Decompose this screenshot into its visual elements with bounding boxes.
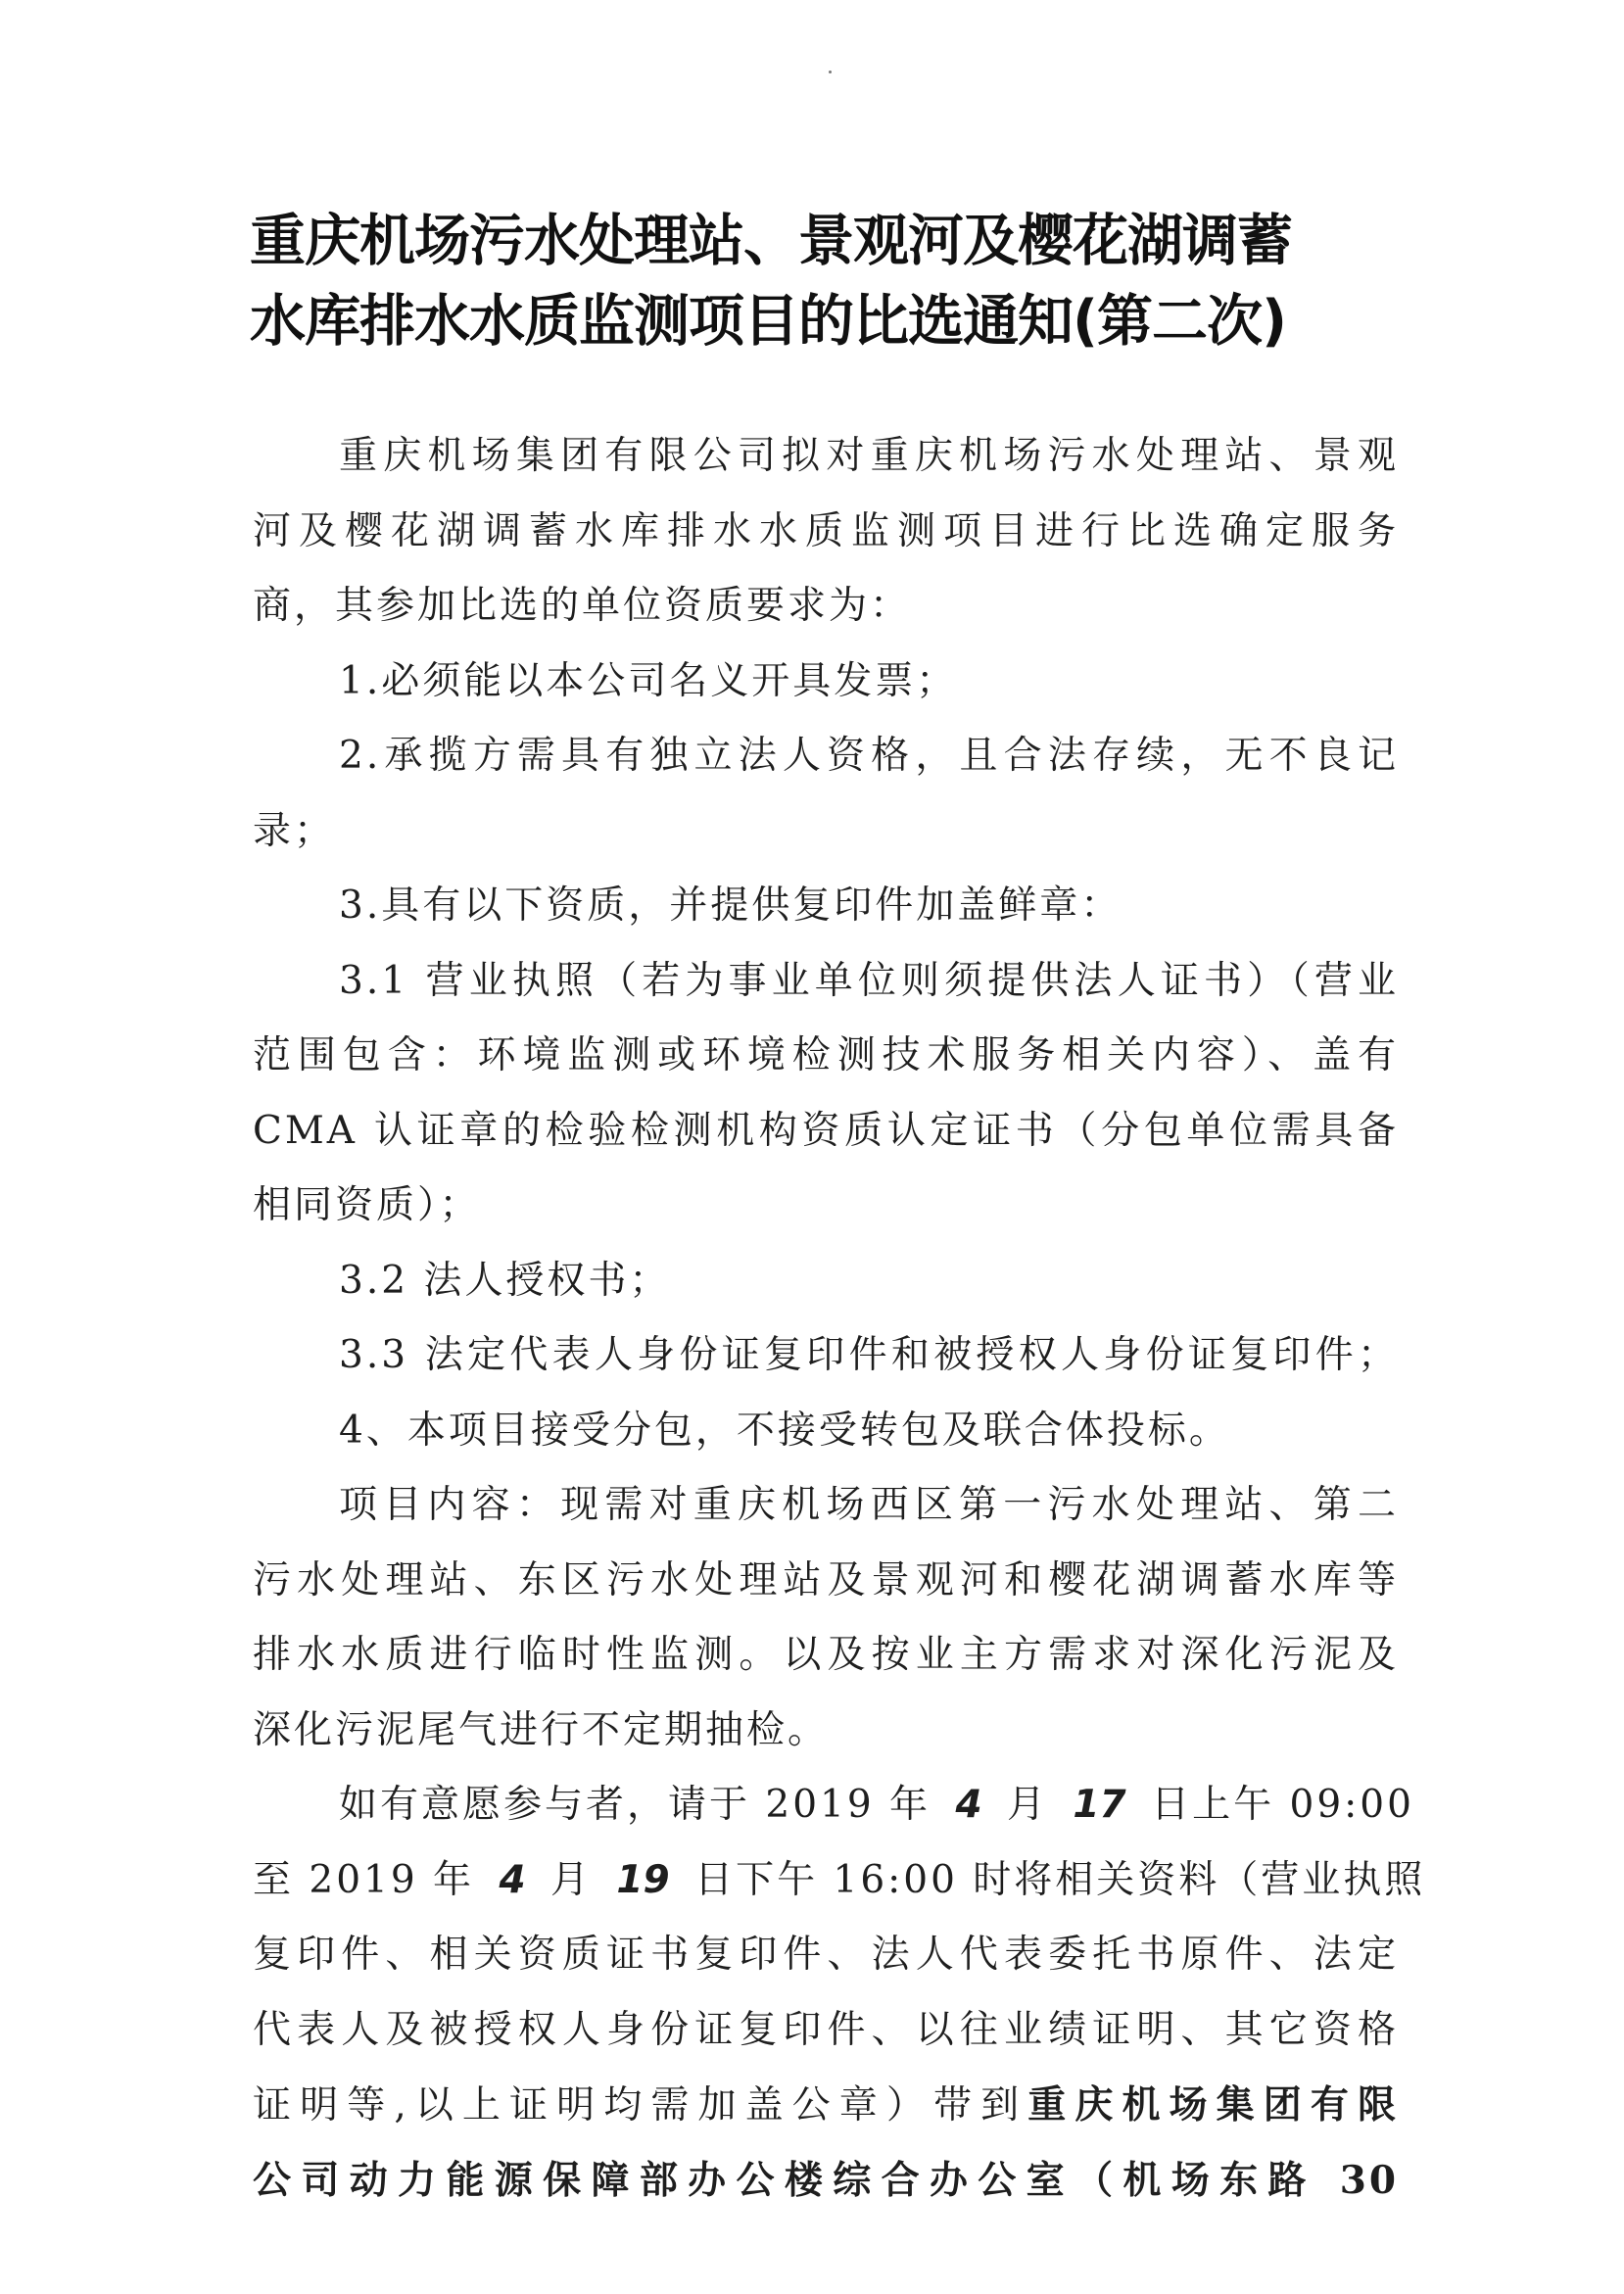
deadline-end-time: 日下午 16:00 时将相关资料（营业执照 [694,1857,1426,1902]
requirement-1: 1.必须能以本公司名义开具发票； [339,658,958,703]
deadline-line-5-text: 证明等,以上证明均需加盖公章）带到 [253,2083,1028,2127]
deadline-line-5 [253,2068,1399,2143]
requirement-3-3: 3.3 法定代表人身份证复印件和被授权人身份证复印件； [339,1333,1399,1377]
deadline-start-text: 如有意愿参与者，请于 2019 年 [339,1783,931,1827]
content-line-2: 污水处理站、东区污水处理站及景观河和樱花湖调蓄水库等 [253,1557,1399,1602]
content-line-1: 项目内容：现需对重庆机场西区第一污水处理站、第二 [339,1483,1399,1527]
scan-speck [829,71,832,73]
requirement-3-1-line-4: 相同资质）； [253,1183,481,1227]
requirement-3-1-line-2: 范围包含：环境监测或环境检测技术服务相关内容）、盖有 [253,1033,1399,1077]
deadline-line-6: 公司动力能源保障部办公楼综合办公室（机场东路 30 [253,2157,1399,2203]
requirement-2-line-1: 2.承揽方需具有独立法人资格，且合法存续，无不良记 [339,734,1399,778]
deadline-line-2 [253,1843,1426,1919]
title-line-2: 水库排水水质监测项目的比选通知(第二次) [250,289,1287,354]
handwritten-start-day: 17 [1073,1783,1126,1827]
intro-line-1: 重庆机场集团有限公司拟对重庆机场污水处理站、景观 [339,434,1399,478]
handwritten-end-day: 19 [616,1857,670,1902]
title-line-1: 重庆机场污水处理站、景观河及樱花湖调蓄 [250,209,1292,273]
intro-line-3: 商，其参加比选的单位资质要求为： [253,584,912,628]
deadline-line-4: 代表人及被授权人身份证复印件、以往业绩证明、其它资格 [253,2007,1399,2052]
content-line-3: 排水水质进行临时性监测。以及按业主方需求对深化污泥及 [253,1633,1399,1677]
requirement-3-1-line-3: CMA 认证章的检验检测机构资质认定证书（分包单位需具备 [253,1108,1399,1153]
requirement-4: 4、本项目接受分包，不接受转包及联合体投标。 [339,1408,1230,1453]
handwritten-start-month: 4 [955,1783,982,1827]
deadline-line-1 [253,1768,1414,1843]
requirement-3-2: 3.2 法人授权书； [339,1258,671,1303]
deadline-end-text: 至 2019 年 [253,1857,475,1902]
content-line-4: 深化污泥尾气进行不定期抽检。 [253,1707,830,1752]
deadline-start-time: 日上午 09:00 [1151,1783,1414,1827]
deadline-month-unit: 月 [1007,1783,1049,1827]
requirement-3: 3.具有以下资质，并提供复印件加盖鲜章： [339,884,1122,928]
deadline-line-3: 复印件、相关资质证书复印件、法人代表委托书原件、法定 [253,1933,1399,1977]
handwritten-end-month: 4 [499,1857,526,1902]
document-title [250,201,1406,361]
requirement-2-line-2: 录； [253,808,336,853]
requirement-3-1-line-1: 3.1 营业执照（若为事业单位则须提供法人证书）（营业 [339,958,1399,1003]
document-body [253,419,1426,2218]
deadline-end-month-unit: 月 [550,1857,593,1902]
deadline-line-5-bold: 重庆机场集团有限 [1027,2082,1399,2127]
intro-line-2: 河及樱花湖调蓄水库排水水质监测项目进行比选确定服务 [253,508,1399,553]
